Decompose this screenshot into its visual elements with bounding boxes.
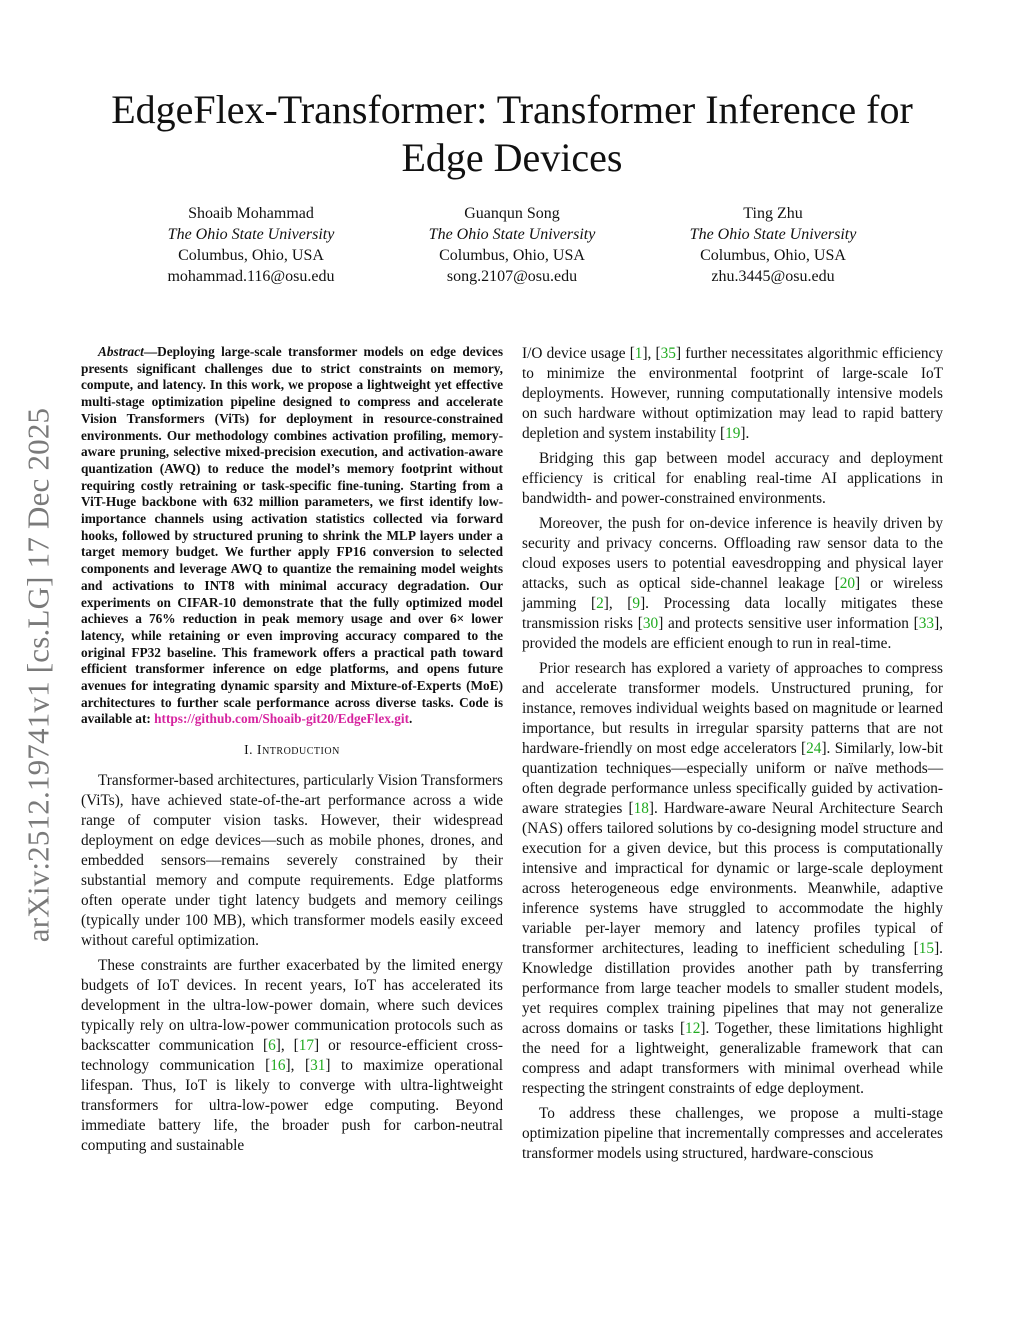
arxiv-sidebar-stamp [12, 372, 64, 978]
text-run: ] to maximize operational lifespan. Thus, IoT is likely to converge with ultra-lightweight transformers for ultra-low-power edge computing. Beyond immediate battery life, the broader push for carbon-neutral computing and sustainable [81, 1057, 503, 1155]
citation-link[interactable]: 1 [634, 345, 643, 362]
text-run: ], [ [642, 345, 661, 362]
author-name: Ting Zhu [743, 205, 803, 222]
section-heading-introduction [81, 740, 503, 761]
text-run: ]. [740, 425, 750, 442]
citation-link[interactable]: 16 [270, 1057, 286, 1075]
text-run: ] further necessitates algorithmic efficiency to minimize the environmental footprint of large-scale IoT deployments. However, running computationally intensive models on such hardware without optimization may lead to rapid battery depletion and system instability [ [522, 345, 943, 442]
author-name: Guanqun Song [464, 205, 560, 222]
abstract-end: . [409, 711, 413, 727]
citation-link[interactable]: 33 [918, 615, 935, 632]
text-run: I/O device usage [ [522, 345, 635, 362]
left-column [81, 344, 503, 1156]
paper-title [80, 86, 944, 182]
author-2 [382, 203, 642, 287]
text-run: ]. Together, these limitations highlight the need for a lightweight, generalizable framework that can compress and adapt transformers with minimal overhead while respecting the stringent constraints of edge deployment. [522, 1020, 943, 1097]
text-run: Moreover, the push for on-device inference is heavily driven by security and privacy concerns. Offloading raw sensor data to the cloud exposes users to potential eavesdropping and physical layer attacks, such as optical side-channel leakage [ [522, 515, 943, 592]
abstract [81, 344, 503, 728]
abstract-label: Abstract [98, 344, 144, 359]
citation-link[interactable]: 19 [725, 425, 741, 442]
intro-paragraph-1: Transformer-based architectures, particularly Vision Transformers (ViTs), have achieved state-of-the-art performance across a wide range of computer vision tasks. However, their widespread deployment on edge devices—such as mobile phones, drones, and embedded sensors—remains severely constrained by their substantial memory and compute requirements. Edge platforms often operate under tight latency budgets and memory ceilings (typically under 100 MB), which transformer models easily exceed without careful optimization. [81, 772, 503, 950]
text-run: ], [ [603, 595, 633, 612]
author-location: Columbus, Ohio, USA [700, 247, 846, 264]
text-run: ] and protects sensitive user information [ [658, 615, 919, 632]
author-affiliation: The Ohio State University [689, 226, 857, 243]
section-number: I. [244, 742, 254, 758]
title-line-2: Edge Devices [401, 135, 623, 180]
intro-paragraph-4: Bridging this gap between model accuracy and deployment efficiency is critical for enabling real-time AI applications in bandwidth- and power-constrained environments. [522, 450, 943, 507]
intro-paragraph-7: To address these challenges, we propose a multi-stage optimization pipeline that incrementally compresses and accelerates transformer models using structured, hardware-conscious [522, 1105, 943, 1162]
citation-link[interactable]: 31 [310, 1057, 326, 1075]
citation-link[interactable]: 18 [633, 800, 649, 817]
text-run: ]. Hardware-aware Neural Architecture Search (NAS) offers tailored solutions by co-designing model structure and execution for a given device, but this process is computationally intensive and impractical for dynamic or large-scale deployment across heterogeneous edge environments. Meanwhile, adaptive inference systems have struggled to accommodate the highly variable per-layer memory and latency profiles typical of transformer architectures, leading to inefficient scheduling [ [522, 800, 943, 957]
intro-paragraph-6 [522, 659, 943, 1099]
text-run: These constraints are further exacerbated by the limited energy budgets of IoT devices. In recent years, IoT has accelerated its development in the ultra-low-power domain, where such devices typically rely on ultra-low-power communication protocols such as backscatter communication [ [81, 957, 503, 1055]
text-run: ], [ [275, 1037, 299, 1055]
citation-link[interactable]: 30 [642, 615, 659, 632]
citation-link[interactable]: 17 [298, 1037, 315, 1055]
citation-link[interactable]: 20 [839, 575, 856, 592]
citation-link[interactable]: 12 [685, 1020, 701, 1037]
citation-link[interactable]: 9 [632, 595, 641, 612]
text-run: ]. Knowledge distillation provides another path by transferring performance from large teacher models to smaller student models, yet requires complex training pipelines that may not generalize across domains or tasks [ [522, 940, 943, 1037]
author-location: Columbus, Ohio, USA [439, 247, 585, 264]
intro-paragraph-2 [81, 956, 503, 1156]
arxiv-id: arXiv:2512.19741v1 [cs.LG] 17 Dec 2025 [20, 407, 55, 943]
citation-link[interactable]: 24 [806, 740, 822, 757]
right-column [522, 344, 943, 1164]
citation-link[interactable]: 35 [660, 345, 676, 362]
author-name: Shoaib Mohammad [188, 205, 314, 222]
section-title: Introduction [256, 743, 340, 759]
code-link[interactable]: https://github.com/Shoaib-git20/EdgeFlex.git [154, 711, 410, 727]
citation-link[interactable]: 6 [268, 1037, 276, 1055]
author-3 [643, 203, 903, 287]
text-run: ]. Processing data locally mitigates these transmission risks [ [522, 595, 943, 632]
intro-paragraph-3 [522, 344, 943, 444]
author-affiliation: The Ohio State University [167, 226, 335, 243]
author-email: zhu.3445@osu.edu [711, 268, 835, 285]
text-run: ] or resource-efficient cross-technology communication [ [81, 1037, 504, 1075]
author-location: Columbus, Ohio, USA [178, 247, 324, 264]
author-affiliation: The Ohio State University [428, 226, 596, 243]
intro-paragraph-5 [522, 514, 943, 654]
author-email: mohammad.116@osu.edu [167, 268, 335, 285]
text-run: ] or wireless jamming [ [522, 575, 943, 612]
author-email: song.2107@osu.edu [446, 268, 578, 285]
text-run: Prior research has explored a variety of approaches to compress and accelerate transformer models. Unstructured pruning, for instance, removes individual weights based on magnitude or learned importance, but results in irregular sparsity patterns that are not hardware-friendly on most edge accelerators [ [522, 660, 943, 757]
abstract-text: —Deploying large-scale transformer models on edge devices presents significant challenges due to strict constraints on memory, compute, and latency. In this work, we propose a lightweight yet effective multi-stage optimization pipeline designed to compress and accelerate Vision Transformers (ViTs) for deployment in resource-constrained environments. Our methodology combines activation profiling, memory-aware pruning, selective mixed-precision execution, and activation-aware quantization (AWQ) to reduce the model’s memory footprint without requiring costly retraining or task-specific fine-tuning. Starting from a ViT-Huge backbone with 632 million parameters, we first identify low-importance channels using activation statistics collected via forward hooks, followed by structured pruning to shrink the MLP layers under a target memory budget. We further apply FP16 conversion to selected components and leverage AWQ to quantize the remaining model weights and activations to INT8 with minimal accuracy degradation. Our experiments on CIFAR-10 demonstrate that the fully optimized model achieves a 76% reduction in peak memory usage and over 6× lower latency, while retaining or even improving accuracy compared to the original FP32 baseline. This framework offers a practical path toward efficient transformer inference on edge platforms, and opens future avenues for integrating dynamic sparsity and Mixture-of-Experts (MoE) architectures to further scale performance across diverse tasks. Code is available at: [81, 344, 503, 727]
text-run: ]. Similarly, low-bit quantization techniques—especially uniform or naïve methods—often degrade performance unless specifically guided by activation-aware strategies [ [522, 740, 943, 817]
citation-link[interactable]: 2 [596, 595, 604, 612]
title-line-1: EdgeFlex-Transformer: Transformer Inference for [111, 87, 913, 132]
citation-link[interactable]: 15 [918, 940, 935, 957]
author-1 [121, 203, 381, 287]
text-run: ], provided the models are efficient enough to run in real-time. [522, 615, 943, 652]
text-run: ], [ [285, 1057, 311, 1075]
